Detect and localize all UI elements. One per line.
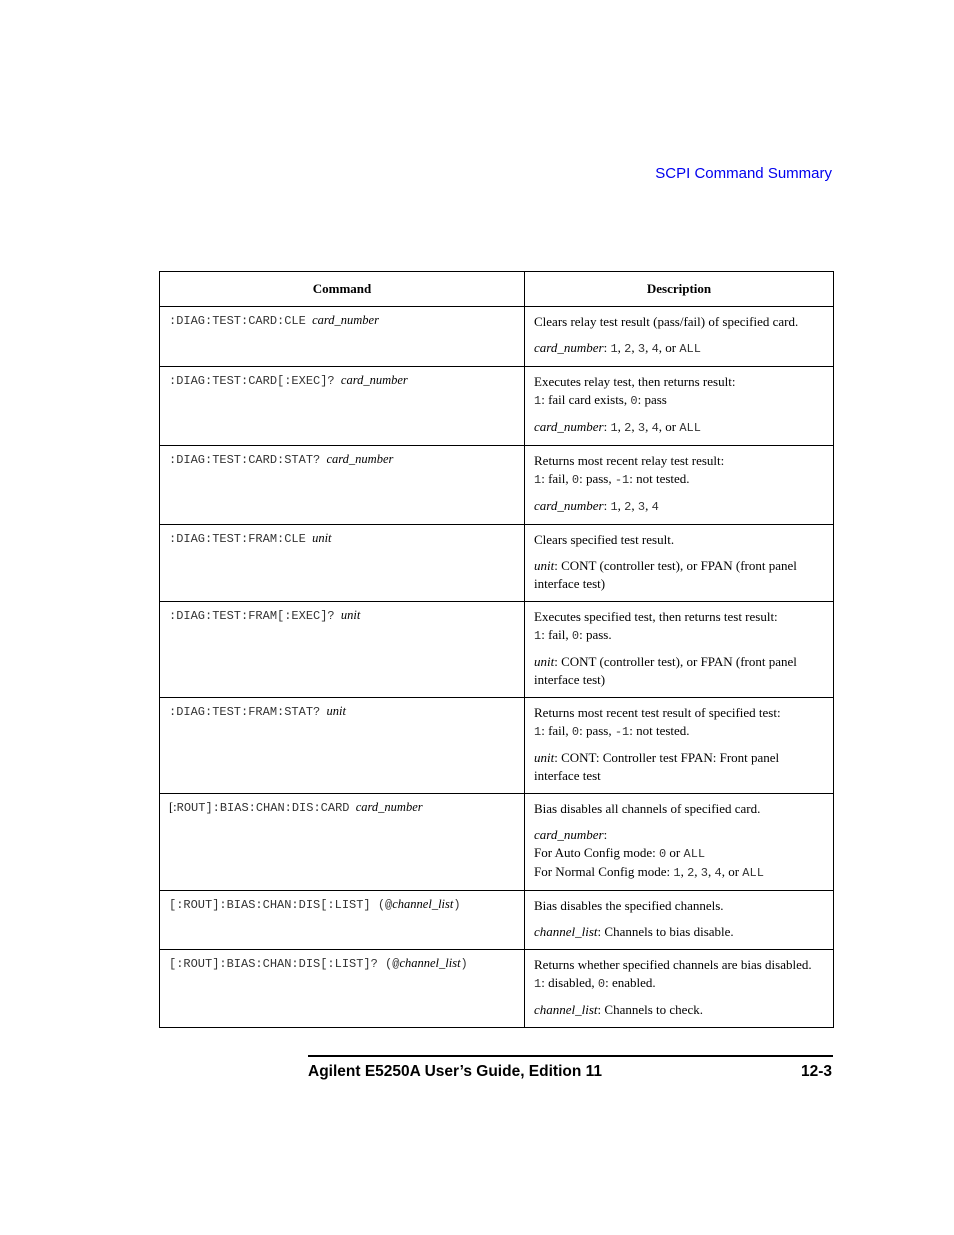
description-text: Returns most recent test result of specified test: 1: fail, 0: pass, -1: not tested. [534,705,781,739]
table-row [160,950,834,1028]
command-cell [160,307,525,367]
description-text: Returns whether specified channels are bias disabled. 1: disabled, 0: enabled. [534,957,812,991]
footer-title: Agilent E5250A User’s Guide, Edition 11 [308,1063,603,1080]
table-row [160,891,834,950]
column-header-command: Command [160,272,525,307]
table-row [160,794,834,891]
command-parameter: card_number [340,373,408,387]
table-row [160,367,834,446]
description-text: Bias disables the specified channels. [534,898,724,913]
command-syntax: :DIAG:TEST:FRAM[:EXEC]? [169,609,335,623]
description-cell [525,891,834,950]
command-parameter: unit [312,531,332,545]
command-syntax: :DIAG:TEST:CARD[:EXEC]? [169,374,335,388]
command-cell [160,446,525,525]
description-text: Executes relay test, then returns result: 1: fail card exists, 0: pass [534,374,736,408]
section-title[interactable]: SCPI Command Summary [655,165,832,182]
description-text: Bias disables all channels of specified card. [534,801,761,816]
parameter-values: card_number: For Auto Config mode: 0 or ALL For Normal Config mode: 1, 2, 3, 4, or ALL [534,827,764,880]
description-text: Clears specified test result. [534,532,675,547]
table-row [160,446,834,525]
table-row [160,698,834,794]
command-parameter: channel_list [392,897,454,911]
command-syntax: [:ROUT]:BIAS:CHAN:DIS[:LIST] (@ [169,898,393,912]
command-parameter: unit [340,608,361,622]
description-cell [525,794,834,891]
command-syntax: :DIAG:TEST:FRAM:CLE [169,532,306,546]
command-cell [160,698,525,794]
description-text: Returns most recent relay test result: 1: fail, 0: pass, -1: not tested. [534,453,725,487]
description-cell [525,525,834,602]
table-row [160,602,834,698]
parameter-values: card_number: 1, 2, 3, 4, or ALL [534,419,701,435]
command-syntax: :DIAG:TEST:CARD:STAT? [169,453,321,467]
table-row [160,307,834,367]
description-cell [525,602,834,698]
command-cell [160,367,525,446]
table-header-row [160,272,834,307]
command-prefix: [: [169,800,177,814]
command-cell [160,794,525,891]
command-syntax: :DIAG:TEST:CARD:CLE [169,314,306,328]
column-header-description: Description [525,272,834,307]
parameter-values: channel_list: Channels to check. [534,1002,703,1017]
description-text: Executes specified test, then returns test result: 1: fail, 0: pass. [534,609,778,643]
command-cell [160,891,525,950]
command-parameter: card_number [326,452,394,466]
parameter-values: channel_list: Channels to bias disable. [534,924,734,939]
command-table [159,271,834,1028]
parameter-values: unit: CONT (controller test), or FPAN (front panel interface test) [534,654,797,687]
command-parameter: unit [326,704,346,718]
parameter-values: unit: CONT (controller test), or FPAN (front panel interface test) [534,558,797,591]
command-syntax: :DIAG:TEST:FRAM:STAT? [169,705,321,719]
command-suffix: ) [460,957,468,971]
command-cell [160,950,525,1028]
parameter-values: card_number: 1, 2, 3, 4 [534,498,659,514]
command-syntax: ROUT]:BIAS:CHAN:DIS:CARD [176,801,350,815]
description-cell [525,950,834,1028]
table-row [160,525,834,602]
description-cell [525,698,834,794]
description-text: Clears relay test result (pass/fail) of specified card. [534,314,799,329]
command-parameter: channel_list [399,956,461,970]
command-parameter: card_number [312,313,379,327]
command-parameter: card_number [355,800,423,814]
description-cell [525,446,834,525]
parameter-values: card_number: 1, 2, 3, 4, or ALL [534,340,701,356]
command-suffix: ) [453,898,461,912]
footer-divider [308,1055,833,1057]
page-number: 12-3 [800,1063,832,1080]
command-cell [160,525,525,602]
command-cell [160,602,525,698]
command-syntax: [:ROUT]:BIAS:CHAN:DIS[:LIST]? (@ [169,957,400,971]
parameter-values: unit: CONT: Controller test FPAN: Front panel interface test [534,750,780,783]
description-cell [525,367,834,446]
description-cell [525,307,834,367]
